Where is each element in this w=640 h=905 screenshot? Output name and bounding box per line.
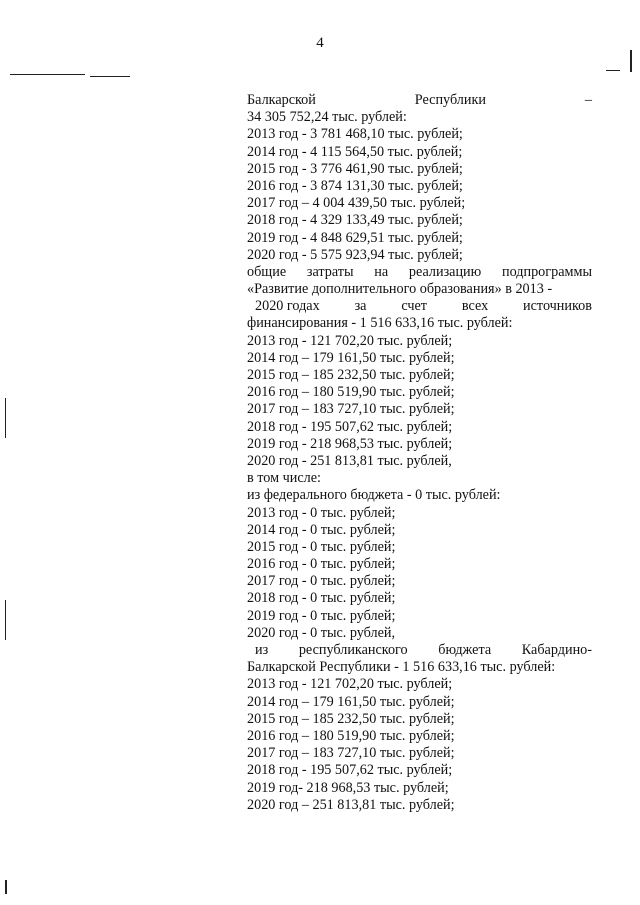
- text-line: 2016 год - 3 874 131,30 тыс. рублей;: [247, 177, 463, 194]
- text-line: 2020 год – 251 813,81 тыс. рублей;: [247, 796, 455, 813]
- word: –: [584, 92, 592, 108]
- text-line: 2017 год – 4 004 439,50 тыс. рублей;: [247, 195, 466, 212]
- text-line: 2015 год – 185 232,50 тыс. рублей;: [247, 367, 455, 383]
- text-line: Балкарской Республики - 1 516 633,16 тыс. рублей:: [247, 659, 556, 676]
- word: всех: [461, 298, 489, 315]
- text-line: 2018 год - 0 тыс. рублей;: [247, 590, 396, 607]
- text-line: из федерального бюджета - 0 тыс. рублей:: [247, 487, 501, 504]
- text-line: 2014 год – 179 161,50 тыс. рублей;: [247, 349, 455, 366]
- text-line: финансирования - 1 516 633,16 тыс. рублей:: [247, 315, 513, 332]
- text-line: 2013 год - 121 702,20 тыс. рублей;: [247, 332, 453, 349]
- word: Кабардино-: [521, 642, 592, 658]
- text-line: 2014 год - 4 115 564,50 тыс. рублей;: [247, 143, 463, 160]
- scan-artifact-left-edge-2: [5, 600, 6, 640]
- word: республиканского: [298, 642, 408, 658]
- text-line: 2018 год - 195 507,62 тыс. рублей;: [247, 762, 453, 779]
- text-line: 2014 год – 179 161,50 тыс. рублей;: [247, 693, 455, 710]
- word: Балкарской: [247, 92, 316, 108]
- text-line: 2013 год - 0 тыс. рублей;: [247, 504, 396, 521]
- text-line: 2015 год - 0 тыс. рублей;: [247, 538, 396, 555]
- word: 2020 годах: [255, 298, 320, 315]
- text-line: «Развитие дополнительного образования» в 2013 -: [247, 281, 553, 298]
- text-line: 2017 год – 183 727,10 тыс. рублей;: [247, 745, 455, 762]
- word: из: [255, 642, 269, 658]
- word: за: [354, 298, 367, 315]
- scan-artifact-left-edge-3: [5, 880, 7, 894]
- text-line: 2020 год - 5 575 923,94 тыс. рублей;: [247, 246, 463, 263]
- text-line: 2019 год - 218 968,53 тыс. рублей;: [247, 435, 453, 452]
- text-line: 2013 год - 121 702,20 тыс. рублей;: [247, 676, 453, 693]
- word: бюджета: [438, 642, 492, 658]
- text-line: 2016 год - 0 тыс. рублей;: [247, 556, 396, 573]
- text-line: 2019 год- 218 968,53 тыс. рублей;: [247, 779, 449, 796]
- text-line-justified: [247, 642, 592, 659]
- text-line-justified: [247, 92, 592, 109]
- word: счет: [401, 298, 427, 315]
- text-line-justified: [247, 298, 592, 315]
- word: подпрограммы: [502, 263, 592, 280]
- word: на: [374, 263, 389, 280]
- scan-artifact-top-right: [606, 70, 620, 71]
- word: реализацию: [408, 263, 482, 280]
- text-line: в том числе:: [247, 470, 321, 487]
- page-number: 4: [316, 35, 324, 51]
- text-line: 2020 год - 251 813,81 тыс. рублей,: [247, 452, 452, 469]
- text-line: 2020 год - 0 тыс. рублей,: [247, 624, 396, 641]
- scan-artifact-top-left-2: [90, 76, 130, 77]
- text-line: 2016 год – 180 519,90 тыс. рублей;: [247, 727, 455, 744]
- text-line: 2016 год – 180 519,90 тыс. рублей;: [247, 384, 455, 401]
- word: источников: [523, 298, 592, 315]
- text-line: 2017 год – 183 727,10 тыс. рублей;: [247, 401, 455, 418]
- text-line: 2019 год - 0 тыс. рублей;: [247, 607, 396, 624]
- word: затраты: [306, 263, 354, 280]
- text-line: 2013 год - 3 781 468,10 тыс. рублей;: [247, 126, 463, 143]
- word: Республики: [414, 92, 486, 108]
- text-line: 2018 год - 195 507,62 тыс. рублей;: [247, 418, 453, 435]
- text-line: 2015 год - 3 776 461,90 тыс. рублей;: [247, 160, 463, 177]
- text-line: 2014 год - 0 тыс. рублей;: [247, 521, 396, 538]
- scan-artifact-right-edge: [630, 50, 632, 72]
- text-line: 2019 год - 4 848 629,51 тыс. рублей;: [247, 229, 463, 246]
- scan-artifact-top-left: [10, 74, 85, 75]
- word: общие: [247, 263, 287, 280]
- text-line: 2015 год – 185 232,50 тыс. рублей;: [247, 710, 455, 727]
- text-line: 34 305 752,24 тыс. рублей:: [247, 109, 407, 126]
- text-line: 2017 год - 0 тыс. рублей;: [247, 573, 396, 590]
- scan-artifact-left-edge-1: [5, 398, 6, 438]
- text-line-justified: [247, 264, 592, 281]
- body-text: [247, 92, 592, 814]
- text-line: 2018 год - 4 329 133,49 тыс. рублей;: [247, 212, 463, 229]
